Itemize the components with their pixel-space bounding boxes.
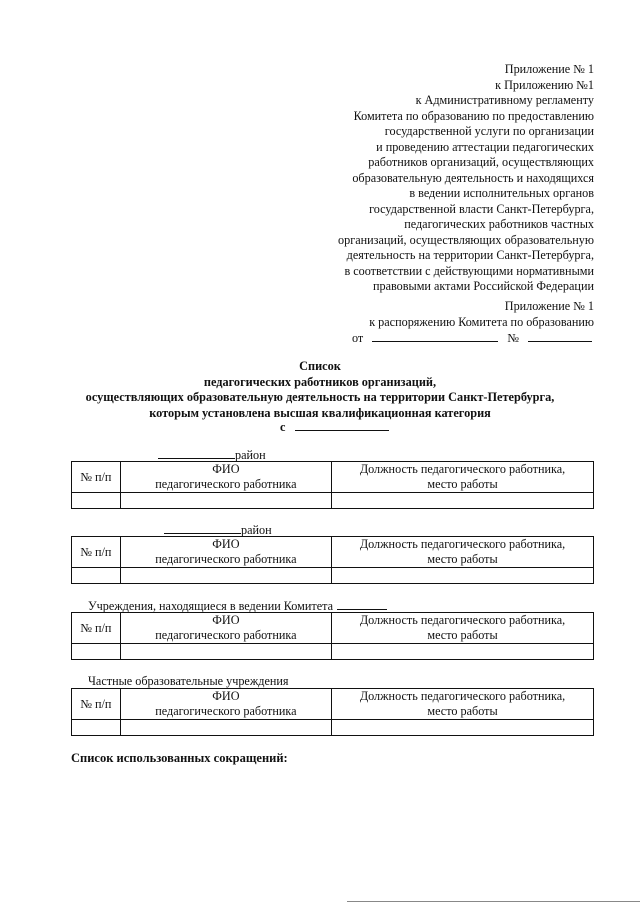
since-blank <box>295 419 389 431</box>
since-label: с <box>280 420 286 434</box>
col-fio-line2: педагогического работника <box>155 704 297 718</box>
appendix-header-line: в ведении исполнительных органов <box>409 186 594 200</box>
col-position-line2: место работы <box>427 628 498 642</box>
district-blank <box>164 522 241 534</box>
appendix-header-line: Комитета по образованию по предоставлению <box>353 108 594 123</box>
appendix-header-line: Приложение № 1 <box>504 62 594 76</box>
section-label-text: район <box>235 448 266 462</box>
table-cell[interactable] <box>72 568 121 584</box>
table-cell[interactable] <box>72 644 121 660</box>
table-cell[interactable] <box>332 493 594 509</box>
title-line2: педагогических работников организаций, <box>203 374 437 389</box>
col-num: № п/п <box>72 537 121 568</box>
table-cell[interactable] <box>72 493 121 509</box>
table-cell[interactable] <box>120 568 331 584</box>
table-row <box>72 568 594 584</box>
col-fio <box>120 462 331 493</box>
col-position <box>332 689 594 720</box>
col-position <box>332 613 594 644</box>
number-blank <box>528 330 592 342</box>
section-label-text: Частные образовательные учреждения <box>88 674 289 688</box>
col-position-line1: Должность педагогического работника, <box>359 462 566 476</box>
district-blank <box>158 447 235 459</box>
table-cell[interactable] <box>332 720 594 736</box>
table-row <box>72 493 594 509</box>
table-cell[interactable] <box>120 644 331 660</box>
col-fio-line2: педагогического работника <box>155 552 297 566</box>
order-ref-line2: к распоряжению Комитета по образованию <box>369 315 594 329</box>
table-header-row <box>72 689 594 720</box>
order-reference <box>369 298 594 330</box>
table-cell[interactable] <box>332 644 594 660</box>
col-fio <box>120 613 331 644</box>
number-label: № <box>507 331 519 345</box>
date-blank <box>372 330 498 342</box>
appendix-header <box>338 62 594 295</box>
appendix-header-line: работников организаций, осуществляющих <box>368 155 594 169</box>
col-position <box>332 462 594 493</box>
section-blank <box>337 598 387 610</box>
document-title <box>0 359 640 421</box>
order-ref-line1: Приложение № 1 <box>504 299 594 313</box>
col-num: № п/п <box>72 613 121 644</box>
col-position-line1: Должность педагогического работника, <box>359 613 566 627</box>
col-fio-line1: ФИО <box>212 613 240 627</box>
appendix-header-line: к Административному регламенту <box>415 93 594 107</box>
table-cell[interactable] <box>120 493 331 509</box>
table-cell[interactable] <box>72 720 121 736</box>
table-cell[interactable] <box>120 720 331 736</box>
col-position-line2: место работы <box>427 552 498 566</box>
page-bottom-rule <box>347 901 640 902</box>
appendix-header-line: и проведению аттестации педагогических <box>376 139 594 154</box>
title-line4: которым установлена высшая квалификационная категория <box>149 405 491 420</box>
table-cell[interactable] <box>332 568 594 584</box>
col-fio-line1: ФИО <box>212 689 240 703</box>
appendix-header-line: к Приложению №1 <box>495 77 594 92</box>
col-fio <box>120 689 331 720</box>
staff-table <box>71 688 594 736</box>
section-label-text: район <box>241 523 272 537</box>
order-date-number <box>352 330 592 346</box>
appendix-header-line: в соответствии с действующими нормативными <box>344 263 594 278</box>
abbreviations-title: Список использованных сокращений: <box>71 751 288 765</box>
appendix-header-line: правовыми актами Российской Федерации <box>372 279 594 293</box>
col-fio-line1: ФИО <box>212 462 240 476</box>
staff-table <box>71 461 594 509</box>
section-label <box>88 674 289 689</box>
table-row <box>72 720 594 736</box>
appendix-header-line: деятельность на территории Санкт-Петербурга, <box>346 248 594 262</box>
col-position-line2: место работы <box>427 704 498 718</box>
col-position-line1: Должность педагогического работника, <box>359 689 566 703</box>
staff-table <box>71 536 594 584</box>
table-row <box>72 644 594 660</box>
col-position-line2: место работы <box>427 477 498 491</box>
appendix-header-line: образовательную деятельность и находящихся <box>352 170 594 185</box>
appendix-header-line: государственной услуги по организации <box>384 124 594 138</box>
col-fio-line1: ФИО <box>212 537 240 551</box>
table-header-row <box>72 613 594 644</box>
col-num: № п/п <box>72 689 121 720</box>
col-position-line1: Должность педагогического работника, <box>359 537 566 551</box>
col-num: № п/п <box>72 462 121 493</box>
col-fio-line2: педагогического работника <box>155 477 297 491</box>
col-fio <box>120 537 331 568</box>
title-line3: осуществляющих образовательную деятельность на территории Санкт-Петербурга, <box>85 390 555 404</box>
title-line1: Список <box>299 359 341 373</box>
section-label-text: Учреждения, находящиеся в ведении Комитета <box>88 599 334 613</box>
since-date <box>280 419 389 435</box>
table-header-row <box>72 462 594 493</box>
table-header-row <box>72 537 594 568</box>
appendix-header-line: организаций, осуществляющих образовательную <box>338 232 594 247</box>
appendix-header-line: государственной власти Санкт-Петербурга, <box>369 201 594 216</box>
col-position <box>332 537 594 568</box>
appendix-header-line: педагогических работников частных <box>404 217 594 231</box>
col-fio-line2: педагогического работника <box>155 628 297 642</box>
from-label: от <box>352 331 364 345</box>
staff-table <box>71 612 594 660</box>
